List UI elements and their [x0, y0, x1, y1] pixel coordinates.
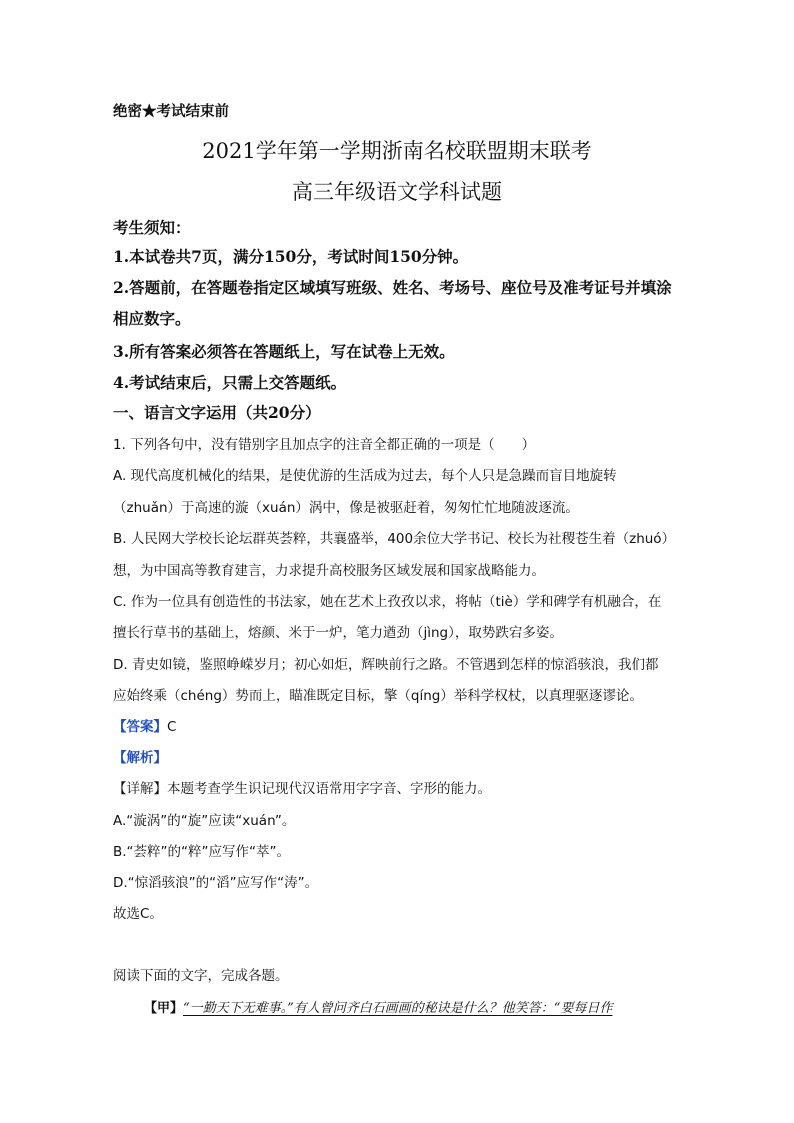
- notice-item-4: 4.考试结束后，只需上交答题纸。: [113, 373, 347, 392]
- notice-heading: 考生须知：: [113, 218, 191, 237]
- option-a-continued: （zhuǎn）于高速的漩（xuán）涡中，像是被驱赶着，匆匆忙忙地随波逐流。: [113, 500, 579, 516]
- answer-line: [113, 717, 176, 737]
- question-stem: 1. 下列各句中，没有错别字且加点字的注音全都正确的一项是（ ）: [113, 437, 536, 453]
- confidential-mark: 绝密★考试结束前: [113, 103, 229, 120]
- answer-label: 【答案】: [113, 719, 167, 735]
- notice-item-2: 2.答题前，在答题卷指定区域填写班级、姓名、考场号、座位号及准考证号并填涂: [113, 278, 672, 297]
- reading-excerpt: [144, 999, 612, 1019]
- analysis-conclusion: 故选C。: [113, 906, 163, 922]
- excerpt-tag: 【甲】: [144, 1001, 184, 1016]
- notice-item-1: 1.本试卷共7页，满分150分，考试时间150分钟。: [113, 247, 469, 266]
- excerpt-text: “一勤天下无难事。”有人曾问齐白石画画的秘诀是什么？他笑答：“要每日作: [183, 1001, 613, 1016]
- section-heading: 一、语言文字运用（共20分）: [113, 403, 321, 422]
- option-c-continued: 擅长行草书的基础上，熔颜、米于一炉，笔力遒劲（jìng），取势跌宕多姿。: [113, 625, 563, 641]
- option-a: A. 现代高度机械化的结果，是使优游的生活成为过去，每个人只是急躁而盲目地旋转: [113, 468, 617, 484]
- analysis-point-b: B.“荟粹”的“粹”应写作“萃”。: [113, 844, 291, 860]
- option-b-continued: 想，为中国高等教育建言，力求提升高校服务区域发展和国家战略能力。: [113, 563, 545, 579]
- notice-item-2-continued: 相应数字。: [113, 309, 191, 328]
- option-b: B. 人民网大学校长论坛群英荟粹，共襄盛举，400余位大学书记、校长为社稷苍生着（zhuó）: [113, 531, 676, 547]
- reading-instruction: 阅读下面的文字，完成各题。: [113, 968, 289, 984]
- notice-item-3: 3.所有答案必须答在答题纸上，写在试卷上无效。: [113, 342, 455, 361]
- exam-subtitle: 高三年级语文学科试题: [292, 180, 502, 204]
- exam-title: 2021学年第一学期浙南名校联盟期末联考: [202, 139, 592, 163]
- answer-value: C: [167, 719, 177, 735]
- analysis-point-a: A.“漩涡”的“旋”应读“xuán”。: [113, 813, 296, 829]
- analysis-label: 【解析】: [113, 750, 167, 766]
- option-c: C. 作为一位具有创造性的书法家，她在艺术上孜孜以求，将帖（tiè）学和碑学有机融合，在: [113, 594, 662, 610]
- analysis-point-d: D.“惊滔骇浪”的“滔”应写作“涛”。: [113, 875, 319, 891]
- option-d: D. 青史如镜，鉴照峥嵘岁月；初心如炬，辉映前行之路。不管遇到怎样的惊滔骇浪，我们都: [113, 657, 659, 673]
- analysis-detail: 【详解】本题考查学生识记现代汉语常用字字音、字形的能力。: [113, 781, 491, 797]
- option-d-continued: 应始终乘（chéng）势而上，瞄准既定目标，擎（qíng）举科学权杖，以真理驱逐谬论。: [113, 688, 643, 704]
